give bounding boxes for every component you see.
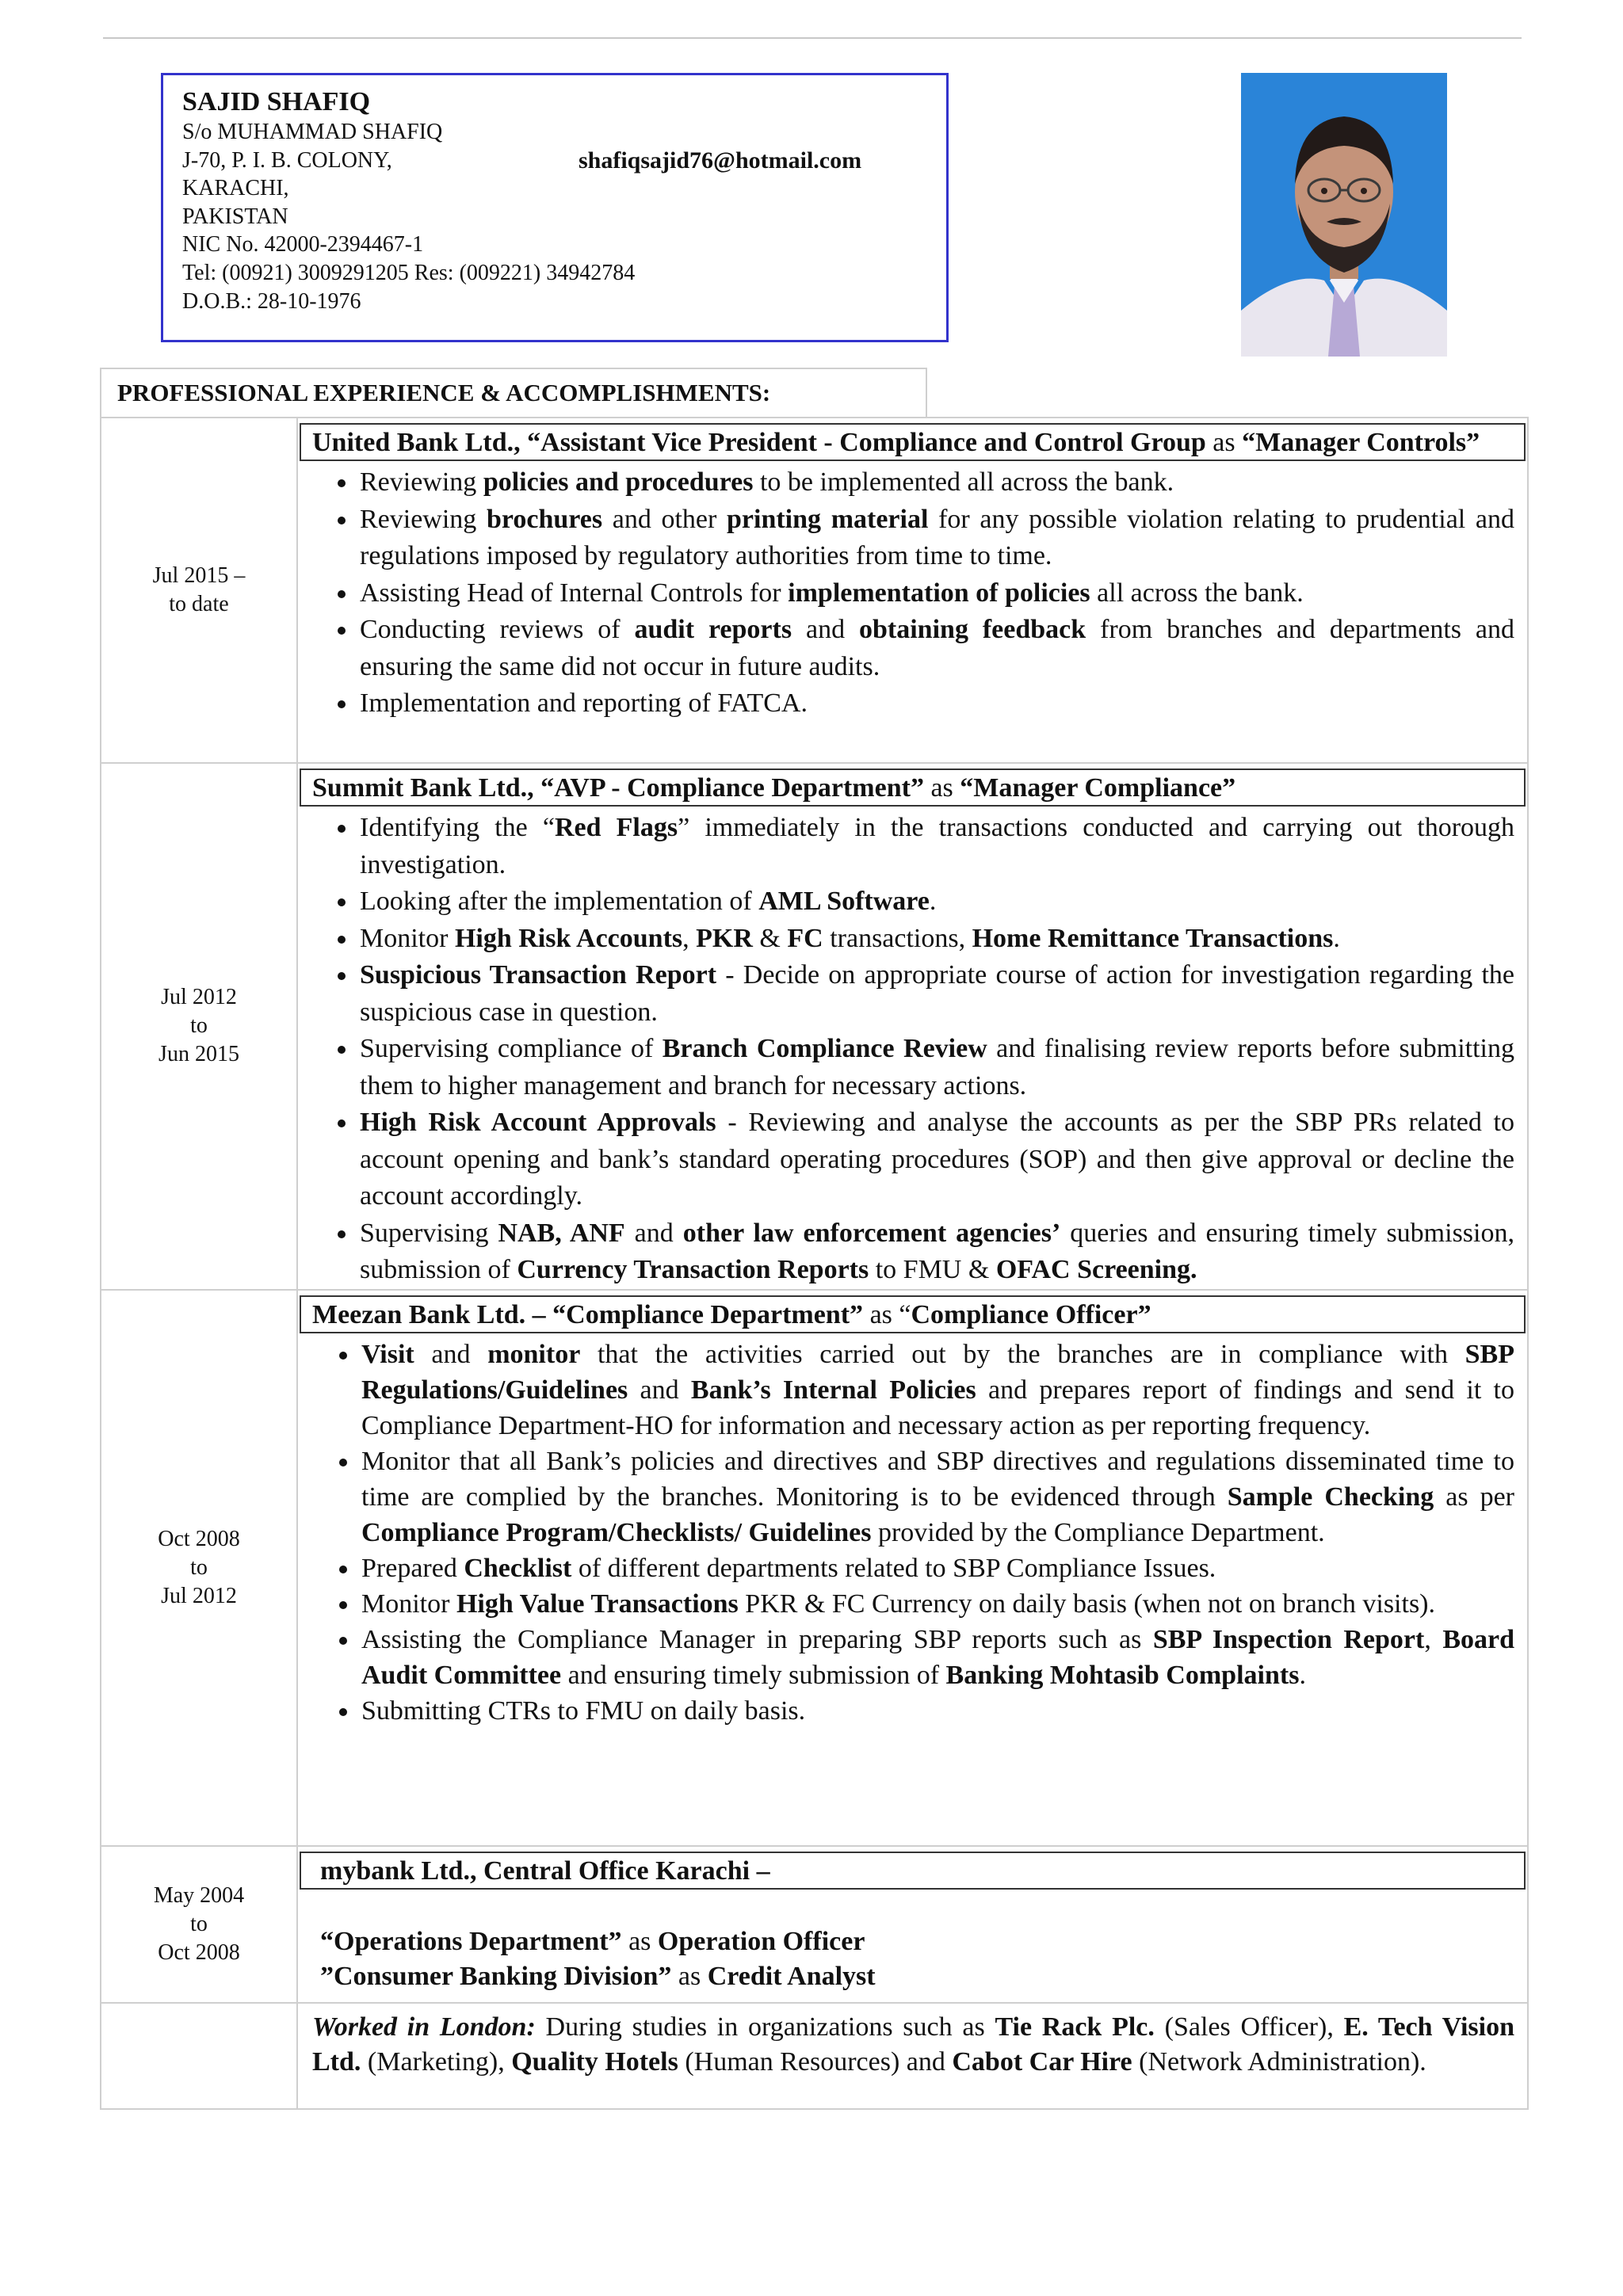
experience-table	[100, 417, 1529, 2110]
employer-role-title: United Bank Ltd., “Assistant Vice President - Compliance and Control Group as “Manager Controls”	[300, 423, 1526, 461]
experience-date: Oct 2008 to Jul 2012	[101, 1290, 297, 1846]
father-name: S/o MUHAMMAD SHAFIQ	[182, 120, 443, 144]
nic-number: NIC No. 42000-2394467-1	[182, 232, 424, 257]
list-item: • Monitor High Risk Accounts, PKR & FC transactions, Home Remittance Transactions.	[358, 921, 1514, 958]
list-item: • Prepared Checklist of different departments related to SBP Compliance Issues.	[360, 1550, 1514, 1586]
top-divider	[103, 37, 1522, 39]
experience-row	[101, 1846, 1528, 2003]
list-item: • Supervising NAB, ANF and other law enforcement agencies’ queries and ensuring timely submission, submission of Currency Transaction Reports to FMU & OFAC Screening.	[358, 1215, 1514, 1289]
positions-held	[312, 1893, 1514, 1994]
list-item: • Assisting Head of Internal Controls for implementation of policies all across the bank.	[358, 575, 1514, 612]
position-line: “Operations Department” as Operation Officer	[320, 1926, 865, 1956]
date-of-birth: D.O.B.: 28-10-1976	[182, 288, 361, 314]
address-line-3: PAKISTAN	[182, 204, 288, 229]
profile-photo	[1241, 73, 1447, 357]
list-item: • Visit and monitor that the activities carried out by the branches are in compliance with SBP Regulations/Guidelines and Bank’s Internal Policies and prepares report of findings and send it to Compliance Department-HO for information and necessary action as per reporting frequency.	[360, 1337, 1514, 1444]
experience-row	[101, 2003, 1528, 2109]
experience-details	[297, 2003, 1528, 2109]
employer-role-title: Summit Bank Ltd., “AVP - Compliance Department” as “Manager Compliance”	[300, 769, 1526, 807]
address-line-1: J-70, P. I. B. COLONY,	[182, 147, 392, 173]
list-item: • Looking after the implementation of AML Software.	[358, 883, 1514, 921]
list-item: • Identifying the “Red Flags” immediately in the transactions conducted and carrying out thorough investigation.	[358, 810, 1514, 883]
experience-date: Jul 2012 to Jun 2015	[101, 763, 297, 1290]
experience-row	[101, 763, 1528, 1290]
list-item: • Conducting reviews of audit reports and obtaining feedback from branches and departments and ensuring the same did not occur in future audits.	[358, 612, 1514, 685]
list-item: • Suspicious Transaction Report - Decide on appropriate course of action for investigation regarding the suspicious case in question.	[358, 957, 1514, 1031]
list-item: • Implementation and reporting of FATCA.	[358, 685, 1514, 723]
responsibility-list	[312, 810, 1514, 1289]
responsibility-list	[312, 464, 1514, 723]
experience-details	[297, 1846, 1528, 2003]
position-line: ”Consumer Banking Division” as Credit Analyst	[320, 1961, 876, 1991]
telephone: Tel: (00921) 3009291205 Res: (009221) 34942784	[182, 260, 636, 285]
list-item: • Reviewing brochures and other printing material for any possible violation relating to prudential and regulations imposed by regulatory authorities from time to time.	[358, 502, 1514, 575]
email-address[interactable]: shafiqsajid76@hotmail.com	[579, 147, 862, 174]
list-item: • Submitting CTRs to FMU on daily basis.	[360, 1693, 1514, 1729]
responsibility-list	[312, 1337, 1514, 1729]
employer-role-title: Meezan Bank Ltd. – “Compliance Department” as “Compliance Officer”	[300, 1295, 1526, 1333]
list-item: • Monitor High Value Transactions PKR & FC Currency on daily basis (when not on branch visits).	[360, 1586, 1514, 1622]
experience-row	[101, 418, 1528, 763]
list-item: • Reviewing policies and procedures to be implemented all across the bank.	[358, 464, 1514, 502]
experience-details	[297, 763, 1528, 1290]
contact-box	[161, 73, 949, 342]
list-item: • Assisting the Compliance Manager in preparing SBP reports such as SBP Inspection Report, Board Audit Committee and ensuring timely submission of Banking Mohtasib Complaints.	[360, 1622, 1514, 1693]
candidate-name: SAJID SHAFIQ	[182, 87, 371, 116]
experience-date: May 2004 to Oct 2008	[101, 1846, 297, 2003]
experience-row	[101, 1290, 1528, 1846]
experience-details	[297, 1290, 1528, 1846]
london-experience: Worked in London: During studies in organizations such as Tie Rack Plc. (Sales Officer), E. Tech Vision Ltd. (Marketing), Quality Hotels (Human Resources) and Cabot Car Hire (Network Administration).	[312, 2012, 1514, 2077]
section-heading: PROFESSIONAL EXPERIENCE & ACCOMPLISHMENTS:	[100, 368, 927, 418]
list-item: • High Risk Account Approvals - Reviewing and analyse the accounts as per the SBP PRs related to account opening and bank’s standard operating procedures (SOP) and then give approval or decline the account accordingly.	[358, 1104, 1514, 1215]
list-item: • Monitor that all Bank’s policies and directives and SBP directives and regulations disseminated time to time are complied by the branches. Monitoring is to be evidenced through Sample Checking as per Compliance Program/Checklists/ Guidelines provided by the Compliance Department.	[360, 1444, 1514, 1550]
address-line-2: KARACHI,	[182, 176, 289, 201]
experience-date	[101, 2003, 297, 2109]
employer-role-title: mybank Ltd., Central Office Karachi –	[300, 1852, 1526, 1890]
list-item: • Supervising compliance of Branch Compliance Review and finalising review reports before submitting them to higher management and branch for necessary actions.	[358, 1031, 1514, 1104]
experience-date: Jul 2015 – to date	[101, 418, 297, 763]
experience-details	[297, 418, 1528, 763]
